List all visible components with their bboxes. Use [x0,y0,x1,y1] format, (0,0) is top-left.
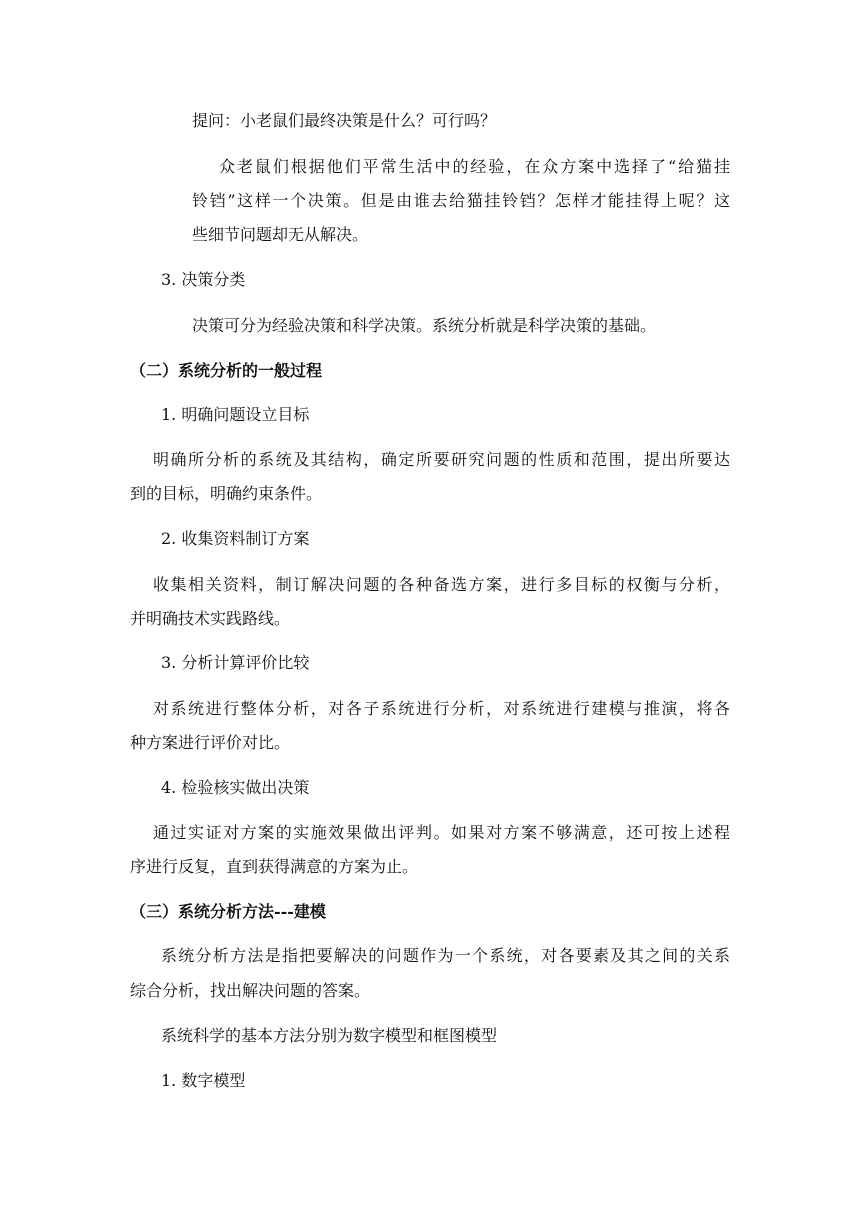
step1-title: 1. 明确问题设立目标 [161,405,310,424]
step4-line-1: 通过实证对方案的实施效果做出评判。如果对方案不够满意，还可按上述程 [153,823,730,842]
step2-line-1: 收集相关资料，制订解决问题的各种备选方案，进行多目标的权衡与分析， [153,575,730,594]
method-line-1: 系统分析方法是指把要解决的问题作为一个系统，对各要素及其之间的关系 [161,946,730,965]
sub1-title: 1. 数字模型 [161,1071,246,1090]
step2-title: 2. 收集资料制订方案 [161,529,310,548]
item3-text: 决策可分为经验决策和科学决策。系统分析就是科学决策的基础。 [192,316,657,335]
item3-title: 3. 决策分类 [161,270,246,289]
story-line-2: 铃铛”这样一个决策。但是由谁去给猫挂铃铛？怎样才能挂得上呢？这 [192,191,730,210]
step2-line-2: 并明确技术实践路线。 [130,609,291,628]
story-line-3: 些细节问题却无从解决。 [192,225,369,244]
step3-title: 3. 分析计算评价比较 [161,653,310,672]
step3-line-1: 对系统进行整体分析，对各子系统进行分析，对系统进行建模与推演，将各 [153,699,730,718]
section3-title: （三）系统分析方法---建模 [130,902,326,921]
step1-line-1: 明确所分析的系统及其结构，确定所要研究问题的性质和范围，提出所要达 [153,450,730,469]
story-line-1: 众老鼠们根据他们平常生活中的经验，在众方案中选择了“给猫挂 [219,157,730,176]
step4-title: 4. 检验核实做出决策 [161,778,310,797]
method-line-2: 综合分析，找出解决问题的答案。 [130,981,371,1000]
step1-line-2: 到的目标，明确约束条件。 [130,484,323,503]
section2-title: （二）系统分析的一般过程 [130,361,323,380]
basic-methods-line: 系统科学的基本方法分别为数字模型和框图模型 [161,1026,498,1045]
step3-line-2: 种方案进行评价对比。 [130,733,291,752]
step4-line-2: 序进行反复，直到获得满意的方案为止。 [130,857,419,876]
question-line: 提问：小老鼠们最终决策是什么？可行吗？ [192,111,497,130]
